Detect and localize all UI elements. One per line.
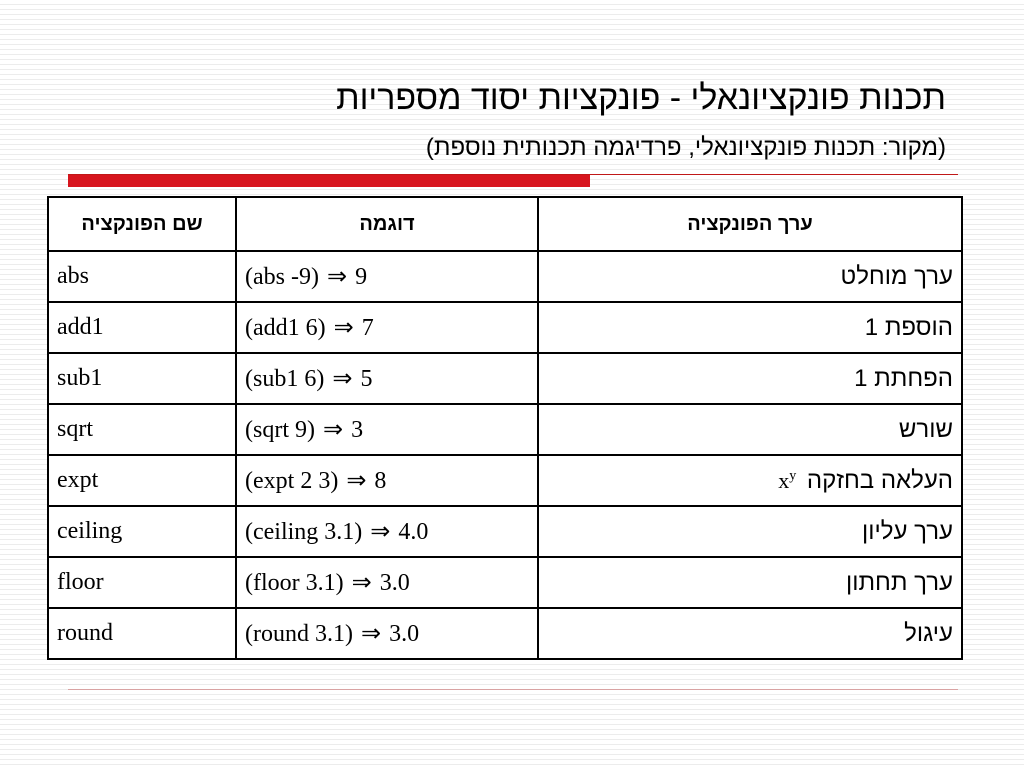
implies-arrow-icon: ⇒ [332,366,353,392]
example-result: 9 [355,264,368,290]
example-expression: (ceiling 3.1) [245,519,363,545]
function-value-text: עיגול [904,619,953,647]
implies-arrow-icon: ⇒ [370,519,391,545]
example-cell [236,506,538,557]
example-cell [236,404,538,455]
function-name-cell: ceiling [48,506,236,557]
example-result: 5 [360,366,373,392]
function-name-cell: add1 [48,302,236,353]
table-row [48,302,962,353]
table-row [48,353,962,404]
function-value-text: העלאה בחזקה [806,466,953,494]
function-name-cell: sub1 [48,353,236,404]
title-accent-bar [68,175,590,187]
example-expression: (sqrt 9) [245,417,315,443]
function-value-text: ערך תחתון [846,568,953,596]
power-notation [778,468,796,493]
function-value-text: הוספת 1 [864,313,953,341]
implies-arrow-icon: ⇒ [326,264,348,290]
implies-arrow-icon: ⇒ [346,468,367,494]
function-value-text: הפחתת 1 [854,364,953,392]
implies-arrow-icon: ⇒ [333,315,354,341]
example-expression: (add1 6) [245,315,326,341]
table-row [48,404,962,455]
function-value-cell [538,302,962,353]
function-value-text: ערך עליון [862,517,953,545]
function-value-cell [538,608,962,659]
function-name-cell: abs [48,251,236,302]
example-cell [236,353,538,404]
function-value-cell [538,404,962,455]
table-row [48,608,962,659]
example-result: 8 [374,468,387,494]
example-result: 3.0 [389,621,420,647]
table-row [48,251,962,302]
example-expression: (expt 2 3) [245,468,339,494]
example-cell [236,251,538,302]
example-result: 7 [361,315,374,341]
example-expression: (sub1 6) [245,366,325,392]
table-row [48,557,962,608]
slide-subtitle: (מקור: תכנות פונקציונאלי, פרדיגמה תכנותית נוספת) [425,134,946,161]
example-expression: (round 3.1) [245,621,353,647]
function-value-cell [538,455,962,506]
function-value-cell [538,353,962,404]
example-expression: (floor 3.1) [245,570,344,596]
example-cell [236,455,538,506]
example-result: 3.0 [379,570,410,596]
header-example: דוגמה [236,197,538,251]
function-value-cell [538,557,962,608]
power-base: x [778,467,790,493]
function-name-cell: round [48,608,236,659]
slide-title: תכנות פונקציונאלי - פונקציות יסוד מספריות [336,79,946,117]
implies-arrow-icon: ⇒ [360,621,382,647]
example-result: 4.0 [398,519,429,545]
function-name-cell: floor [48,557,236,608]
example-cell [236,608,538,659]
function-name-cell: expt [48,455,236,506]
table-row [48,455,962,506]
functions-table [47,196,963,660]
example-result: 3 [351,417,364,443]
example-cell [236,557,538,608]
implies-arrow-icon: ⇒ [351,570,372,596]
bottom-divider [68,689,958,690]
power-exponent: y [789,468,797,484]
example-cell [236,302,538,353]
function-name-cell: sqrt [48,404,236,455]
function-value-text: שורש [898,415,953,443]
function-value-cell [538,251,962,302]
table-body [48,251,962,659]
header-function-name: שם הפונקציה [48,197,236,251]
example-expression: (abs -9) [245,264,319,290]
function-value-cell [538,506,962,557]
table-header-row [48,197,962,251]
implies-arrow-icon: ⇒ [322,417,344,443]
table-row [48,506,962,557]
function-value-text: ערך מוחלט [840,262,953,290]
header-function-value: ערך הפונקציה [538,197,962,251]
